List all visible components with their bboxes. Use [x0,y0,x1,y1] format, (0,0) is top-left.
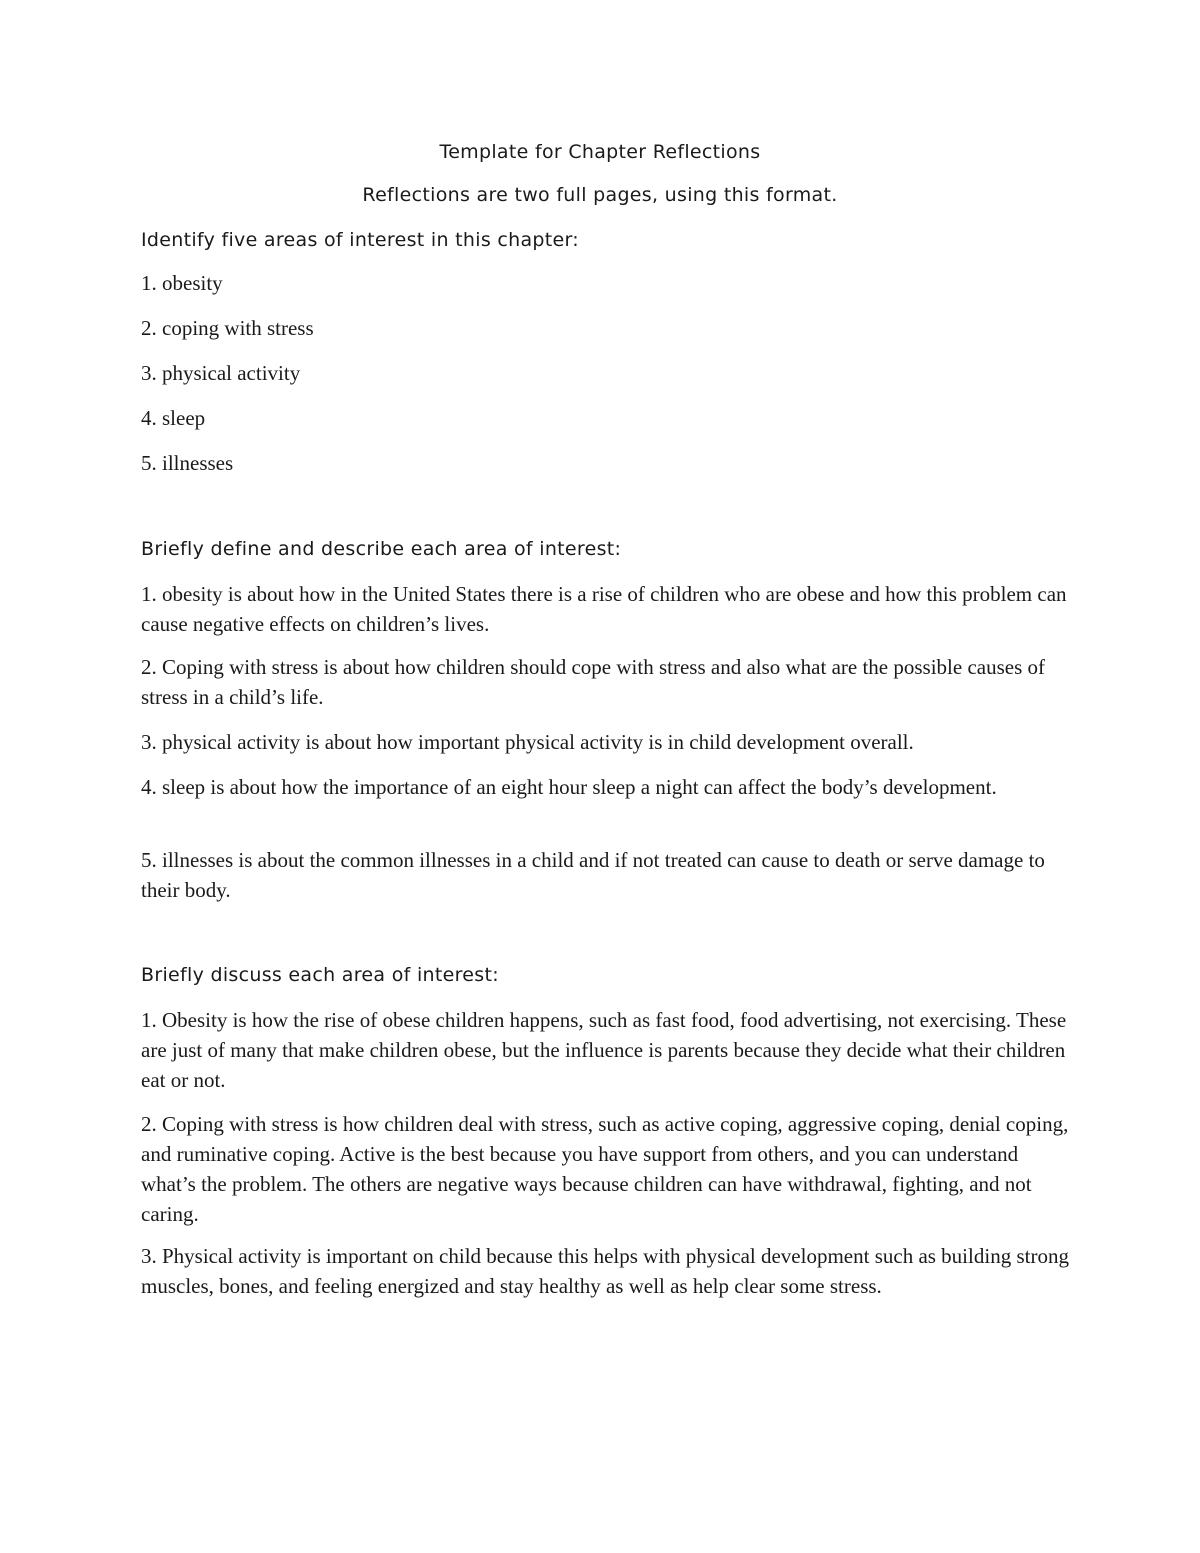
list-item: 2. coping with stress [141,316,314,340]
section-heading-define: Briefly define and describe each area of interest: [141,538,622,560]
paragraph: 3. physical activity is about how important physical activity is in child development overall. [141,730,914,754]
list-item: 5. illnesses [141,451,234,475]
paragraph: 3. Physical activity is important on child because this helps with physical development such as building strong muscles, bones, and feeling energized and stay healthy as well as help clear some stress. [141,1244,1069,1298]
section-heading-identify: Identify five areas of interest in this chapter: [141,229,579,251]
list-item: 4. sleep [141,406,206,430]
paragraph: 1. obesity is about how in the United States there is a rise of children who are obese and how this problem can cause negative effects on children’s lives. [141,582,1067,636]
paragraph: 2. Coping with stress is about how children should cope with stress and also what are the possible causes of stress in a child’s life. [141,655,1046,709]
list-item: 3. physical activity [141,361,301,385]
section-heading-discuss: Briefly discuss each area of interest: [141,964,499,986]
list-item: 1. obesity [141,271,223,295]
document-title: Template for Chapter Reflections [439,141,761,163]
document-subtitle: Reflections are two full pages, using this format. [362,184,838,206]
paragraph: 1. Obesity is how the rise of obese children happens, such as fast food, food advertising, not exercising. These are just of many that make children obese, but the influence is parents because they decide what their children eat or not. [141,1008,1067,1092]
paragraph: 5. illnesses is about the common illnesses in a child and if not treated can cause to death or serve damage to their body. [141,848,1045,902]
paragraph: 4. sleep is about how the importance of an eight hour sleep a night can affect the body’s development. [141,775,997,799]
paragraph: 2. Coping with stress is how children deal with stress, such as active coping, aggressive coping, denial coping, and ruminative coping. Active is the best because you have support from others, and you can understand what’s the problem. The others are negative ways because children can have withdrawal, fighting, and not caring. [141,1112,1069,1226]
